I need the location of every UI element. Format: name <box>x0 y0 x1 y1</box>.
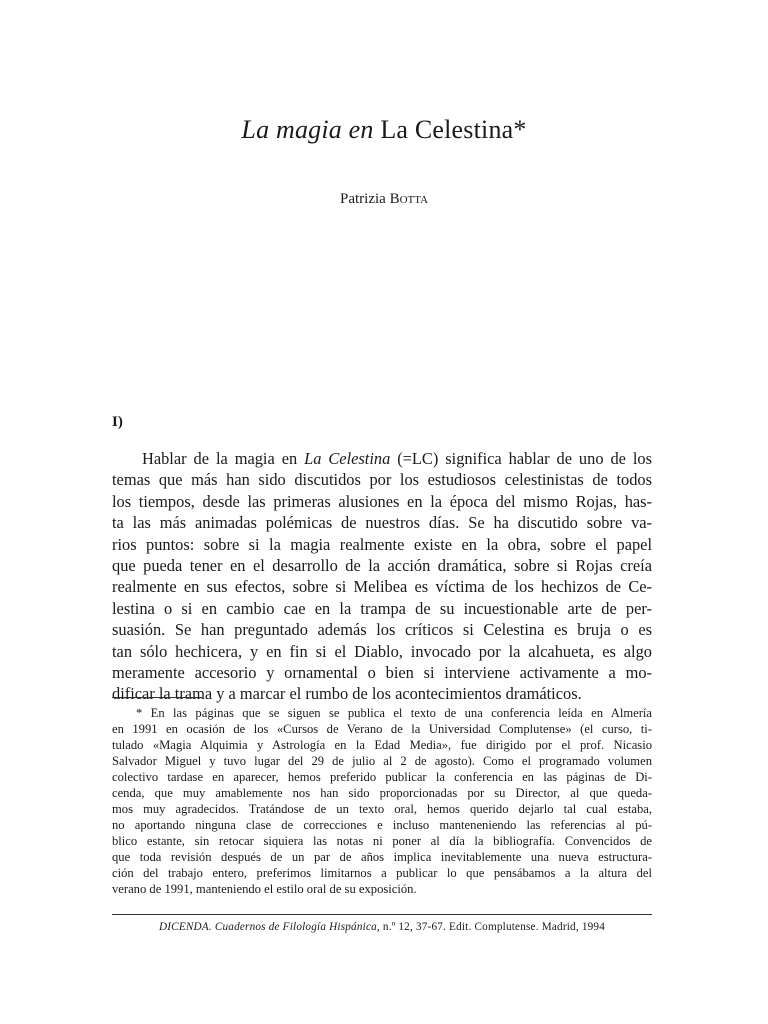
section-heading: I) <box>112 414 123 430</box>
footnote <box>112 705 652 897</box>
body-line <box>112 576 652 597</box>
footnote-line <box>112 721 652 737</box>
body-text: los tiempos, desde las primeras alusiones en la época del mismo Rojas, has- <box>112 491 652 511</box>
body-text: realmente en sus efectos, sobre si Melibea es víctima de los hechizos de Ce- <box>112 577 652 597</box>
body-line <box>112 641 652 662</box>
article-title-italic: La magia en <box>241 115 374 144</box>
body-text: tan sólo hechicera, y en fin si el Diablo, invocado por la alcahueta, es algo <box>112 641 652 661</box>
body-line <box>112 534 652 555</box>
footnote-text: verano de 1991, manteniendo el estilo oral de su exposición. <box>112 882 417 896</box>
footnote-line <box>112 753 652 769</box>
body-text: rios puntos: sobre si la magia realmente existe en la obra, sobre el papel <box>112 534 652 554</box>
body-line <box>112 662 652 683</box>
footer-divider <box>112 914 652 915</box>
footnote-line <box>112 705 652 721</box>
body-paragraph <box>112 448 652 705</box>
body-text: Hablar de la magia en <box>142 449 305 468</box>
footnote-text: ción del trabajo entero, preferimos limitarnos a publicar lo que pensábamos a la altura del <box>112 866 652 880</box>
footnote-text: mos muy agradecidos. Tratándose de un texto oral, hemos querido dejarlo tal cual estaba, <box>112 802 652 816</box>
footnote-text: cenda, que muy amablemente nos han sido proporcionadas por su Director, al que queda- <box>112 786 652 800</box>
footnote-text: Salvador Miguel y tuvo lugar del 29 de julio al 2 de agosto). Como el programado volumen <box>112 754 652 768</box>
body-text: que pueda tener en el desarrollo de la acción dramática, sobre si Rojas creía <box>112 556 652 576</box>
page-footer <box>112 921 652 933</box>
body-line <box>112 555 652 576</box>
body-text: lestina o si en cambio cae en la trampa de su incuestionable arte de per- <box>112 598 652 618</box>
body-line <box>112 512 652 533</box>
footnote-line <box>112 785 652 801</box>
footnote-line <box>112 737 652 753</box>
body-text: temas que más han sido discutidos por los estudiosos celestinistas de todos <box>112 470 652 490</box>
body-line <box>112 491 652 512</box>
author-name <box>0 191 768 208</box>
body-line <box>112 619 652 640</box>
footnote-line <box>112 833 652 849</box>
footnote-text: no aportando ninguna clase de correcciones e incluso manteneniendo las referencias al pú- <box>112 818 652 832</box>
footnote-text: tulado «Magia Alquimia y Astrología en la Edad Media», fue dirigido por el prof. Nicasio <box>112 738 652 752</box>
footnote-text: blico estante, sin retocar siquiera las notas ni poner al día la bibliografía. Convencidos de <box>112 834 652 848</box>
footer-details: , n.º 12, 37-67. Edit. Complutense. Madrid, 1994 <box>376 921 606 933</box>
footer-journal: DICENDA. Cuadernos de Filología Hispánica <box>158 921 377 933</box>
body-line <box>112 448 652 469</box>
footnote-line <box>112 881 652 897</box>
footnote-text: en 1991 en ocasión de los «Cursos de Verano de la Universidad Complutense» (el curso, ti- <box>112 722 652 736</box>
footnote-divider <box>112 697 202 698</box>
footnote-line <box>112 849 652 865</box>
article-title <box>0 115 768 145</box>
body-text: dificar la trama y a marcar el rumbo de los acontecimientos dramáticos. <box>112 684 582 704</box>
body-text: ta las más animadas polémicas de nuestros días. Se ha discutido sobre va- <box>112 513 652 533</box>
body-text: meramente accesorio y ornamental o bien si interviene activamente a mo- <box>112 663 652 683</box>
body-text: La Celestina <box>304 449 391 468</box>
body-text: (=LC) significa hablar de uno de los <box>390 449 652 468</box>
footnote-line <box>112 769 652 785</box>
body-line <box>112 683 652 704</box>
article-title-roman: La Celestina* <box>380 115 527 144</box>
footnote-text: que toda revisión después de un par de años implica inevitablemente una nueva estructura- <box>112 850 652 864</box>
footnote-line <box>112 817 652 833</box>
author-last-name: Botta <box>389 191 429 207</box>
footnote-text: colectivo tardase en aparecer, hemos preferido publicar la conferencia en las páginas de Di- <box>112 770 652 784</box>
body-line <box>112 598 652 619</box>
body-line <box>112 469 652 490</box>
footnote-line <box>112 865 652 881</box>
body-text: suasión. Se han preguntado además los críticos si Celestina es bruja o es <box>112 620 652 640</box>
footnote-text: * En las páginas que se siguen se publica el texto de una conferencia leída en Almería <box>136 706 652 720</box>
author-first-name: Patrizia <box>339 191 386 207</box>
footnote-line <box>112 801 652 817</box>
